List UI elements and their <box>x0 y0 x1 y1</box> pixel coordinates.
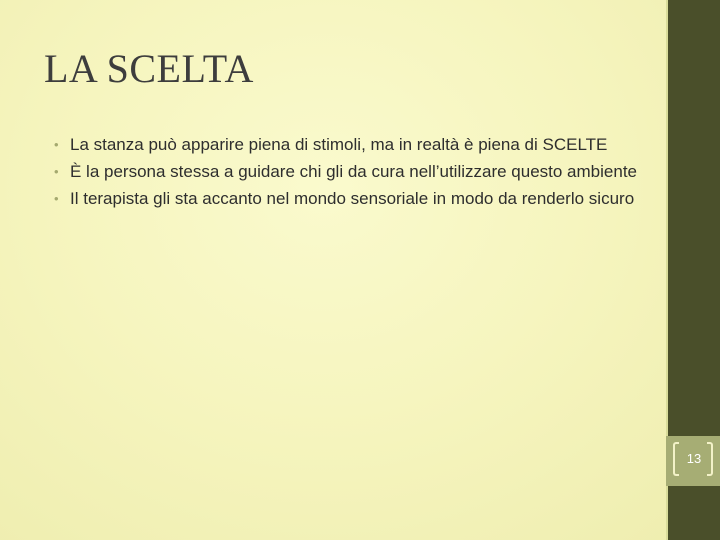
bullet-item <box>54 185 644 212</box>
slide-title: LA SCELTA <box>44 46 254 91</box>
bullet-dot-icon: • <box>54 191 59 206</box>
bracket-left-icon <box>673 442 679 476</box>
slide-number: 13 <box>686 451 702 466</box>
bullet-dot-icon: • <box>54 137 59 152</box>
bullet-item <box>54 158 644 185</box>
bracket-right-icon <box>707 442 713 476</box>
bullet-list <box>54 131 644 212</box>
bullet-text: È la persona stessa a guidare chi gli da cura nell’utilizzare questo ambiente <box>70 162 637 181</box>
bullet-dot-icon: • <box>54 164 59 179</box>
bullet-text: Il terapista gli sta accanto nel mondo sensoriale in modo da renderlo sicuro <box>70 189 635 208</box>
bullet-text: La stanza può apparire piena di stimoli, ma in realtà è piena di SCELTE <box>70 135 608 154</box>
bullet-item <box>54 131 644 158</box>
